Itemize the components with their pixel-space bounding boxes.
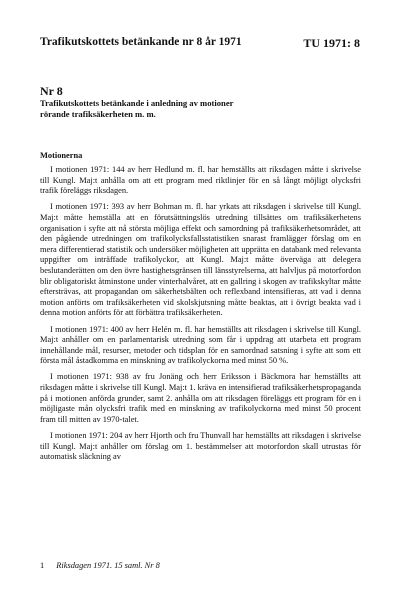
paragraph-motion-204: I motionen 1971: 204 av herr Hjorth och fru Thunvall har hemställts att riksdagen i skrivelse till Kungl. Maj:t anhåller om förslag om 1. bestämmelser att motorfordon skall utrustas för automatisk släckning av — [40, 431, 361, 462]
page-number: 1 — [40, 561, 45, 570]
paragraph-motion-393: I motionen 1971: 393 av herr Bohman m. fl. har yrkats att riksdagen i skrivelse till Kungl. Maj:t måtte hemställa att en förutsättningslös utredning tillsättes om trafiksäkerhetens organisation i syfte att nå största möjliga effekt och samordning på trafiksäkerhetsområdet, att den pågående utredningen om trafikolycksfallsstatistiken snarast framlägger förslag om en mera differentierad statistik och undersöker möjligheten att upprätta en databank med relevanta uppgifter om inträffade trafikolyckor, att Kungl. Maj:t måtte överväga att delegera beslutanderätten om den övre hastighetsgränsen till länsstyrelserna, att halvljus på motorfordon blir obligatoriskt åtminstone under vinterhalvåret, att en gallring i skogen av trafikskyltar måtte eftersträvas, att propagandan om säkerhetsbälten och reflexband intensifieras, att vad i denna motion anförts om trafiksäkerheten vid skolskjutsning måtte beaktas, att i övrigt beakta vad i denna motion anförts för att förbättra trafiksäkerheten. — [40, 202, 361, 318]
footer-source: Riksdagen 1971. 15 saml. Nr 8 — [56, 561, 160, 570]
running-header-title: Trafikutskottets betänkande nr 8 år 1971 — [40, 36, 242, 48]
page-footer — [40, 561, 160, 570]
document-title — [40, 98, 360, 120]
document-number: Nr 8 — [40, 84, 63, 98]
section-heading: Motionerna — [40, 151, 83, 160]
paragraph-motion-144: I motionen 1971: 144 av herr Hedlund m. fl. har hemställts att riksdagen måtte i skrivelse till Kungl. Maj:t anhålla om att ett program med riktlinjer för en så långt möjligt olycksfri trafik föreläggs riksdagen. — [40, 165, 361, 196]
paragraph-motion-400: I motionen 1971: 400 av herr Helén m. fl. har hemställts att riksdagen i skrivelse till Kungl. Maj:t anhåller om en parlamentarisk utredning som får i uppdrag att utarbeta ett program innehållande mål, resurser, metoder och tidsplan för en samordnad satsning i syfte att som ett första mål åstadkomma en minskning av trafikolyckorna med minst 50 %. — [40, 324, 361, 366]
running-header-reference: TU 1971: 8 — [303, 36, 360, 50]
document-title-line-1: Trafikutskottets betänkande i anledning av motioner — [40, 98, 234, 108]
body-text — [40, 165, 361, 468]
document-title-line-2: rörande trafiksäkerheten m. m. — [40, 109, 156, 119]
paragraph-motion-938: I motionen 1971: 938 av fru Jonäng och herr Eriksson i Bäckmora har hemställts att riksdagen måtte i skrivelse till Kungl. Maj:t 1. kräva en intensifierad trafiksäkerhetspropaganda på i motionen anförda grunder, samt 2. anhålla om att riksdagen föreläggs ett program för en i möjligaste mån olycksfri trafik med en minskning av trafikolyckorna med minst 50 procent fram till mitten av 1970-talet. — [40, 372, 361, 424]
